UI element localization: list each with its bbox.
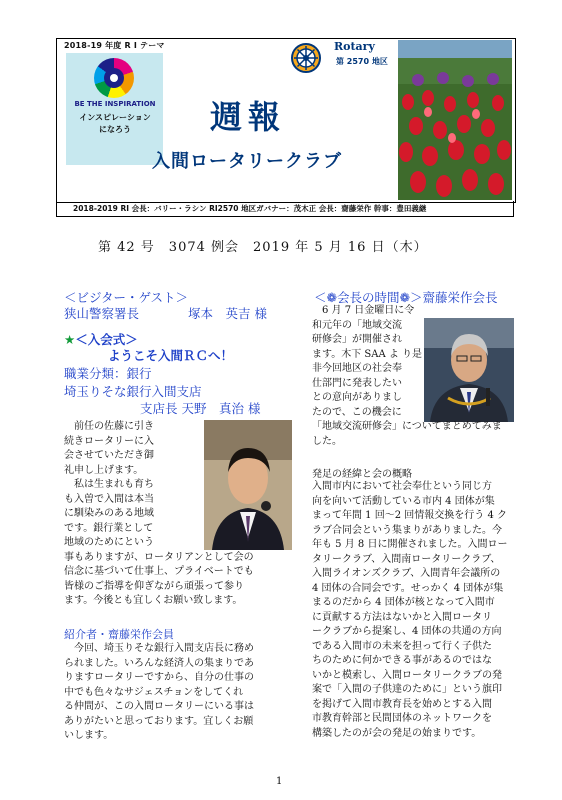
welcome-line-5: 私は生まれも育ち <box>64 479 154 490</box>
bg-line-18: 構築したのが会の発足の始まりです。 <box>312 727 482 739</box>
pres-line-10: した。 <box>312 435 342 447</box>
pres-line-8: たので、この機会に <box>312 406 402 418</box>
welcome-line-6: も入曽で入間は本当 <box>64 493 154 505</box>
intro-line-7: いします。 <box>64 730 114 741</box>
pres-line-4: ます。木下 SAA よ り是 <box>312 348 423 360</box>
inspiration-logo-dot <box>110 74 118 82</box>
page-number: 1 <box>276 776 283 787</box>
pres-line-5: 非今回地区の社会奉 <box>312 363 402 374</box>
rotary-wheel-icon <box>290 42 322 74</box>
welcome-line-13: ます。今後とも宜しくお願い致します。 <box>64 595 243 606</box>
tulip-field-photo <box>398 40 512 200</box>
bg-line-13: ちのために何かできる事があるのではな <box>312 655 492 666</box>
intro-line-5: る仲間が、この入間ロータリーにいる事は <box>64 701 254 712</box>
introducer-heading: 紹介者・齋藤栄作会員 <box>64 628 174 641</box>
welcome-line-7: に馴染みのある地域 <box>64 508 154 519</box>
bg-line-14: いかと模索し、入間ロータリークラブの発 <box>312 669 502 681</box>
occupation-line: 職業分類：銀行 <box>64 366 152 381</box>
intro-line-6: ありがたいと思っております。宜しくお願 <box>64 715 254 727</box>
welcome-line: ようこそ入間ＲＣへ！ <box>108 348 234 363</box>
pres-line-6: 仕部門に発表したい <box>312 377 402 389</box>
star-icon: ★ <box>64 332 76 347</box>
welcome-line-3: 会させていただき御 <box>64 450 154 461</box>
bg-line-7: 入間ライオンズクラブ、入間青年会議所の <box>312 568 501 579</box>
district-label: 第 2570 地区 <box>336 57 388 66</box>
intro-line-1: 今回、埼玉りそな銀行入間支店長に務め <box>64 643 254 654</box>
bg-line-1: 入間市内において社会奉仕という同じ方 <box>312 481 492 492</box>
theme-slogan-jp-line1: インスピレーション <box>79 113 151 122</box>
visitor-title: 狭山警察署長 <box>64 306 140 321</box>
bg-line-15: 案で「入間の子供達のために」という旗印 <box>312 684 502 695</box>
branch-line: 埼玉りそな銀行入間支店 <box>64 384 202 399</box>
pres-line-2: 和元年の「地域交流 <box>312 319 402 331</box>
welcome-line-4: 礼申し上げます。 <box>64 464 144 476</box>
welcome-line-12: 皆様のご指導を仰ぎながら頑張って参り <box>64 580 244 592</box>
intro-line-4: 中でも色々なサジェスチョンをしてくれ <box>64 686 244 698</box>
theme-slogan-jp <box>70 112 160 136</box>
visitor-name: 塚本 英吉 様 <box>188 306 267 321</box>
bg-line-12: である入間市の未来を担って行く子供た <box>312 640 492 652</box>
bg-line-17: 市教育幹部と民間団体のネットワークを <box>312 713 492 724</box>
intro-line-2: られました。いろんな経済人の集まりであ <box>64 657 254 669</box>
welcome-line-1: 前任の佐藤に引き <box>64 421 154 432</box>
welcome-line-9: 地域のためにという <box>64 537 154 548</box>
pres-line-1: 6 月 7 日金曜日に令 <box>312 305 415 316</box>
visitor-heading: ＜ビジター・ゲスト＞ <box>64 290 189 305</box>
welcome-speech <box>64 420 294 609</box>
bg-line-4: ラブ合同会という集まりがありました。今 <box>312 524 502 536</box>
newsletter-title: 週報 <box>210 98 287 136</box>
induction-heading-text: ＜入会式＞ <box>75 332 138 347</box>
president-message <box>312 304 514 449</box>
pres-line-7: との意向がありまし <box>312 392 402 403</box>
theme-label: 2018-19 年度 R I テーマ <box>64 41 165 50</box>
introducer-speech <box>64 642 294 744</box>
pres-line-3: 研修会」が開催され <box>312 334 402 345</box>
theme-slogan-en: BE THE INSPIRATION <box>74 100 156 108</box>
intro-line-3: りますロータリーですから、自分の仕事の <box>64 672 254 683</box>
rotary-wordmark: Rotary <box>334 40 375 53</box>
bg-line-9: まるのだから 4 団体が核となって入間市 <box>312 597 495 608</box>
pres-line-9: 「地域交流研修会」についてまとめてみま <box>312 421 502 432</box>
issue-info: 第 42 号 3074 例会 2019 年 5 月 16 日（木） <box>98 240 428 255</box>
bg-line-10: に貢献する方法はないかと入間ロータリ <box>312 611 492 623</box>
welcome-line-2: 続きロータリーに入 <box>64 435 154 447</box>
welcome-line-11: 信念に基づいて仕事上、プライベートでも <box>64 566 254 577</box>
welcome-line-10: 事もありますが、ロータリアンとして会の <box>64 551 254 563</box>
bg-line-8: 4 団体の合同会です。せっかく 4 団体が集 <box>312 582 504 594</box>
bg-line-2: 向を向いて活動している市内 4 団体が集 <box>312 495 495 507</box>
background-heading: 発足の経緯と会の概略 <box>312 469 412 480</box>
bg-line-11: ークラブから提案し、4 団体の共通の方向 <box>312 626 502 637</box>
bg-line-5: 年も 5 月 8 日に開催されました。入間ロー <box>312 539 508 550</box>
new-member-name: 支店長 天野 真治 様 <box>140 401 261 416</box>
bg-line-6: タリークラブ、入間南ロータリークラブ、 <box>312 553 501 565</box>
bg-line-16: を掲げて入間市教育長を始めとする入間 <box>312 698 492 710</box>
president-heading: ＜❁会長の時間❁＞齋藤栄作会長 <box>314 290 498 305</box>
welcome-line-8: です。銀行業として <box>64 522 154 534</box>
officers-bar: 2018-2019 RI 会長：バリー・ラシン RI2570 地区ガバナー：茂木正 会長：齋藤栄作 幹事：豊田義継 <box>56 201 514 217</box>
club-name: 入間ロータリークラブ <box>152 151 342 172</box>
theme-slogan-jp-line2: になろう <box>99 125 131 134</box>
bg-line-3: まって年間 1 回～2 回情報交換を行う 4 ク <box>312 510 507 521</box>
background-text <box>312 480 514 741</box>
